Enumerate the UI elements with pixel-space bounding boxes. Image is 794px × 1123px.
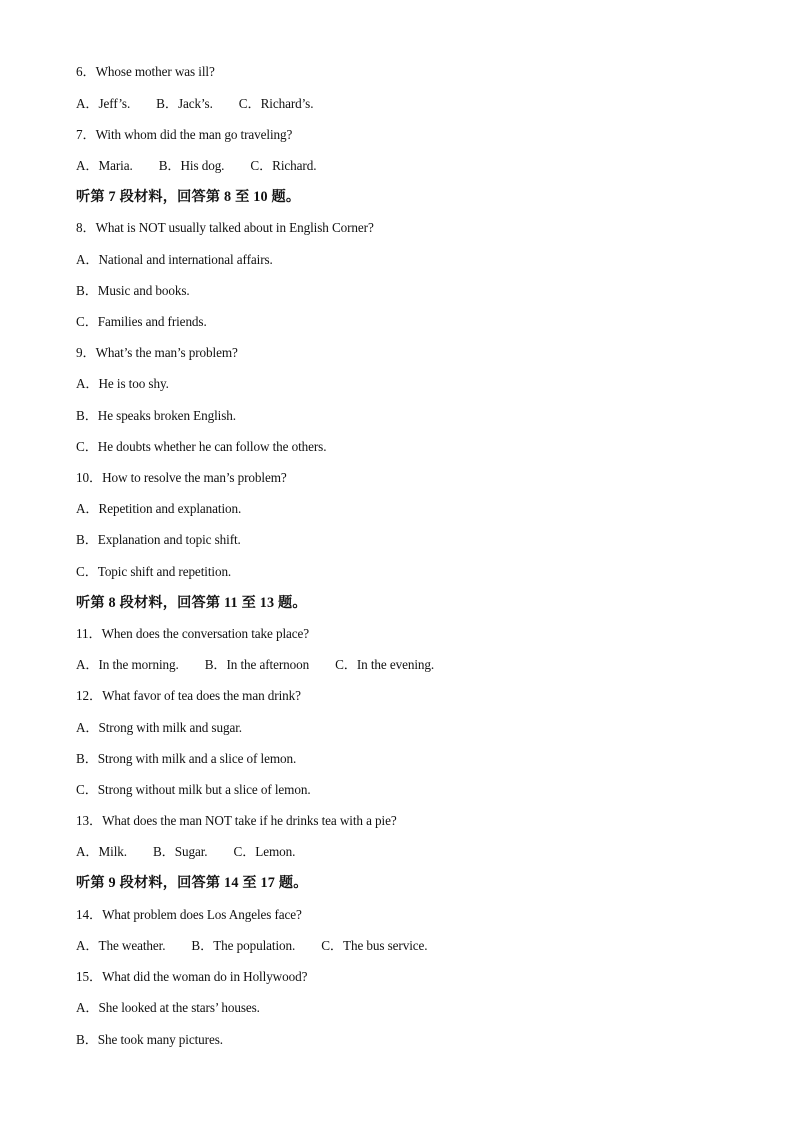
option-b: B．His dog. — [158, 158, 225, 173]
option-12b: B．Strong with milk and a slice of lemon. — [76, 751, 297, 766]
option-9c: C．He doubts whether he can follow the others. — [76, 439, 327, 454]
section-heading-7: 听第 7 段材料，回答第 8 至 10 题。 — [76, 189, 301, 205]
options-row-14 — [76, 937, 427, 955]
option-c: C．Richard. — [250, 158, 317, 173]
option-c: C．Lemon. — [233, 844, 296, 859]
option-a: A．The weather. — [76, 938, 166, 953]
question-7: 7．With whom did the man go traveling? — [76, 127, 293, 142]
options-row-6 — [76, 95, 313, 113]
option-15a: A．She looked at the stars’ houses. — [76, 1000, 260, 1015]
options-row-13 — [76, 843, 295, 861]
option-c: C．Richard’s. — [238, 96, 314, 111]
option-8b: B．Music and books. — [76, 283, 190, 298]
section-heading-9: 听第 9 段材料，回答第 14 至 17 题。 — [76, 875, 308, 891]
option-9b: B．He speaks broken English. — [76, 408, 236, 423]
option-b: B．The population. — [191, 938, 296, 953]
options-row-7 — [76, 157, 316, 175]
question-9: 9．What’s the man’s problem? — [76, 345, 238, 360]
question-8: 8．What is NOT usually talked about in English Corner? — [76, 220, 374, 235]
question-13: 13．What does the man NOT take if he drinks tea with a pie? — [76, 813, 397, 828]
option-b: B．Jack’s. — [156, 96, 213, 111]
option-10b: B．Explanation and topic shift. — [76, 532, 241, 547]
question-10: 10．How to resolve the man’s problem? — [76, 470, 287, 485]
section-heading-8: 听第 8 段材料，回答第 11 至 13 题。 — [76, 595, 307, 611]
question-12: 12．What favor of tea does the man drink? — [76, 688, 301, 703]
option-c: C．In the evening. — [335, 657, 435, 672]
option-8a: A．National and international affairs. — [76, 252, 273, 267]
option-c: C．The bus service. — [321, 938, 428, 953]
option-a: A．Maria. — [76, 158, 133, 173]
question-14: 14．What problem does Los Angeles face? — [76, 907, 302, 922]
option-12a: A．Strong with milk and sugar. — [76, 720, 242, 735]
option-b: B．In the afternoon — [204, 657, 310, 672]
option-12c: C．Strong without milk but a slice of lemon. — [76, 782, 311, 797]
question-6: 6．Whose mother was ill? — [76, 64, 215, 79]
question-15: 15．What did the woman do in Hollywood? — [76, 969, 308, 984]
option-a: A．Milk. — [76, 844, 127, 859]
option-b: B．Sugar. — [152, 844, 208, 859]
question-11: 11．When does the conversation take place? — [76, 626, 310, 641]
option-a: A．Jeff’s. — [76, 96, 131, 111]
option-9a: A．He is too shy. — [76, 376, 169, 391]
options-row-11 — [76, 656, 434, 674]
option-10c: C．Topic shift and repetition. — [76, 564, 232, 579]
option-8c: C．Families and friends. — [76, 314, 207, 329]
option-10a: A．Repetition and explanation. — [76, 501, 242, 516]
option-a: A．In the morning. — [76, 657, 179, 672]
option-15b: B．She took many pictures. — [76, 1032, 223, 1047]
